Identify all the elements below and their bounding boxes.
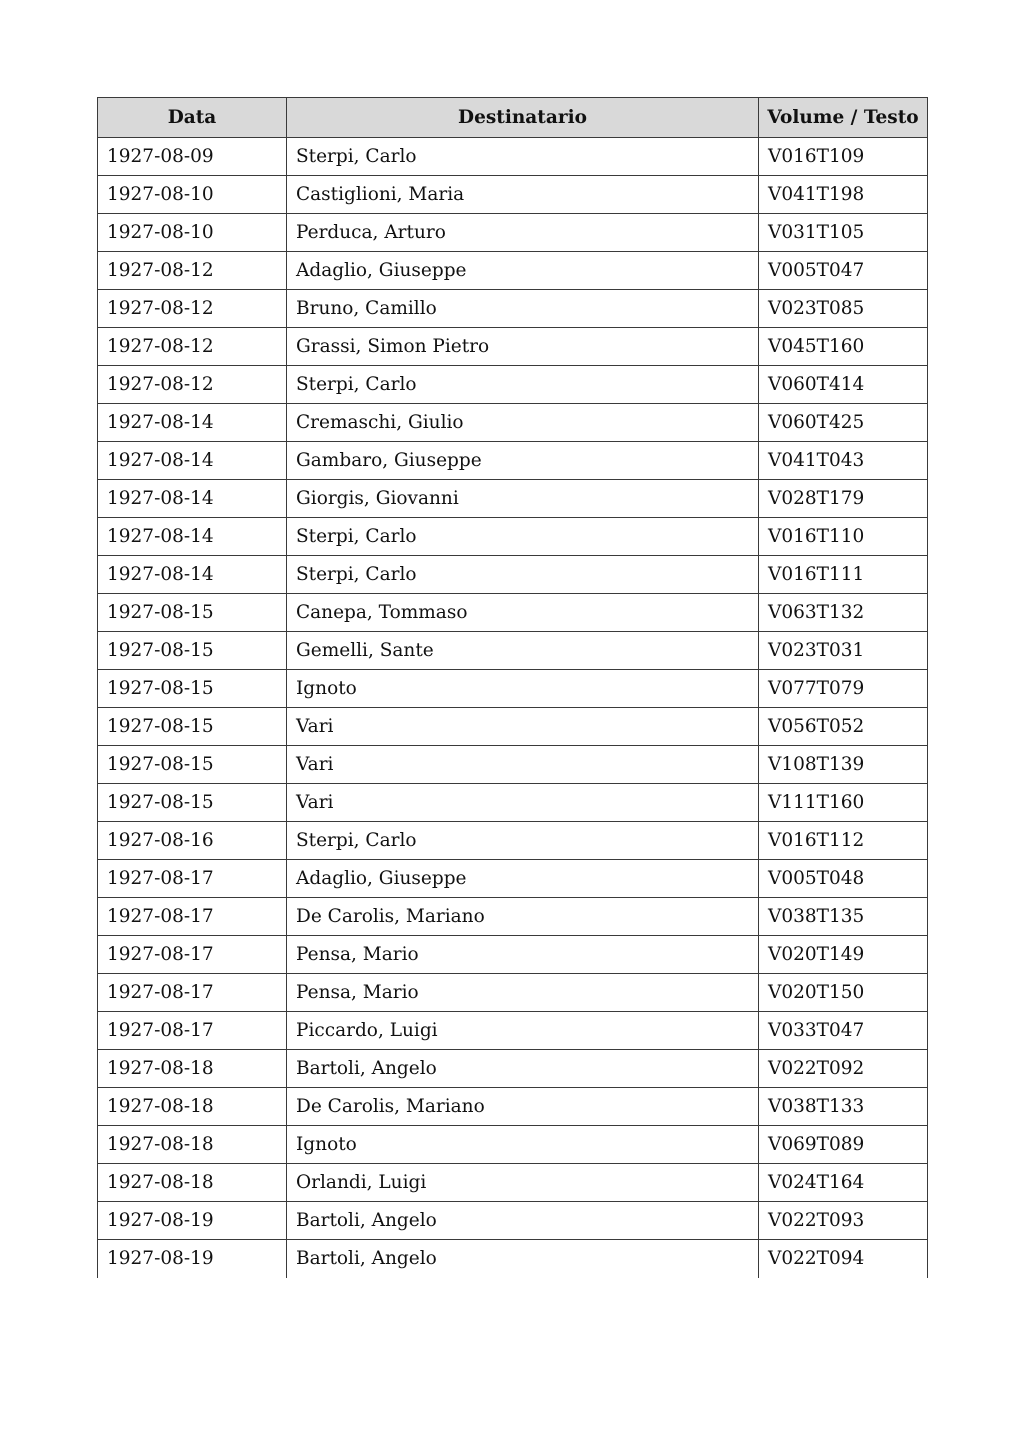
cell-recipient: Perduca, Arturo: [287, 214, 759, 252]
cell-volume: V060T425: [759, 404, 928, 442]
cell-date: 1927-08-09: [98, 138, 287, 176]
table-row: [98, 442, 928, 480]
cell-recipient: De Carolis, Mariano: [287, 1088, 759, 1126]
table-row: [98, 974, 928, 1012]
cell-date: 1927-08-12: [98, 252, 287, 290]
cell-date: 1927-08-12: [98, 366, 287, 404]
cell-date: 1927-08-14: [98, 480, 287, 518]
cell-date: 1927-08-19: [98, 1240, 287, 1278]
header-date: Data: [98, 98, 287, 138]
cell-volume: V077T079: [759, 670, 928, 708]
cell-volume: V028T179: [759, 480, 928, 518]
cell-recipient: Bartoli, Angelo: [287, 1240, 759, 1278]
table-row: [98, 784, 928, 822]
cell-volume: V038T135: [759, 898, 928, 936]
header-volume: Volume / Testo: [759, 98, 928, 138]
cell-recipient: Sterpi, Carlo: [287, 138, 759, 176]
cell-recipient: Grassi, Simon Pietro: [287, 328, 759, 366]
cell-date: 1927-08-15: [98, 746, 287, 784]
table-row: [98, 1164, 928, 1202]
cell-volume: V005T048: [759, 860, 928, 898]
table-row: [98, 404, 928, 442]
cell-date: 1927-08-14: [98, 404, 287, 442]
table-row: [98, 822, 928, 860]
cell-recipient: De Carolis, Mariano: [287, 898, 759, 936]
cell-recipient: Sterpi, Carlo: [287, 822, 759, 860]
table-row: [98, 518, 928, 556]
cell-date: 1927-08-10: [98, 214, 287, 252]
cell-recipient: Bruno, Camillo: [287, 290, 759, 328]
cell-volume: V005T047: [759, 252, 928, 290]
cell-date: 1927-08-15: [98, 784, 287, 822]
table-row: [98, 138, 928, 176]
cell-volume: V022T093: [759, 1202, 928, 1240]
cell-recipient: Gemelli, Sante: [287, 632, 759, 670]
cell-date: 1927-08-17: [98, 860, 287, 898]
cell-recipient: Vari: [287, 784, 759, 822]
table-row: [98, 328, 928, 366]
table-row: [98, 1202, 928, 1240]
cell-volume: V016T109: [759, 138, 928, 176]
table-row: [98, 708, 928, 746]
cell-date: 1927-08-10: [98, 176, 287, 214]
header-recipient: Destinatario: [287, 98, 759, 138]
cell-date: 1927-08-16: [98, 822, 287, 860]
cell-recipient: Vari: [287, 708, 759, 746]
table-row: [98, 252, 928, 290]
table-row: [98, 1088, 928, 1126]
table-row: [98, 480, 928, 518]
cell-recipient: Ignoto: [287, 1126, 759, 1164]
cell-volume: V016T110: [759, 518, 928, 556]
cell-volume: V041T198: [759, 176, 928, 214]
cell-recipient: Ignoto: [287, 670, 759, 708]
cell-volume: V041T043: [759, 442, 928, 480]
cell-date: 1927-08-14: [98, 442, 287, 480]
cell-volume: V022T092: [759, 1050, 928, 1088]
cell-recipient: Canepa, Tommaso: [287, 594, 759, 632]
table-row: [98, 936, 928, 974]
cell-recipient: Pensa, Mario: [287, 974, 759, 1012]
cell-date: 1927-08-17: [98, 974, 287, 1012]
cell-recipient: Vari: [287, 746, 759, 784]
cell-recipient: Pensa, Mario: [287, 936, 759, 974]
cell-volume: V069T089: [759, 1126, 928, 1164]
cell-volume: V108T139: [759, 746, 928, 784]
cell-volume: V060T414: [759, 366, 928, 404]
cell-recipient: Gambaro, Giuseppe: [287, 442, 759, 480]
cell-date: 1927-08-18: [98, 1088, 287, 1126]
cell-date: 1927-08-14: [98, 556, 287, 594]
cell-recipient: Bartoli, Angelo: [287, 1050, 759, 1088]
table-row: [98, 670, 928, 708]
cell-date: 1927-08-18: [98, 1164, 287, 1202]
table-row: [98, 746, 928, 784]
table-row: [98, 1012, 928, 1050]
table-row: [98, 860, 928, 898]
table-row: [98, 214, 928, 252]
cell-recipient: Bartoli, Angelo: [287, 1202, 759, 1240]
cell-date: 1927-08-17: [98, 898, 287, 936]
table-row: [98, 1126, 928, 1164]
cell-volume: V038T133: [759, 1088, 928, 1126]
cell-recipient: Castiglioni, Maria: [287, 176, 759, 214]
cell-date: 1927-08-15: [98, 632, 287, 670]
cell-recipient: Cremaschi, Giulio: [287, 404, 759, 442]
cell-volume: V111T160: [759, 784, 928, 822]
cell-volume: V016T112: [759, 822, 928, 860]
cell-date: 1927-08-14: [98, 518, 287, 556]
cell-recipient: Orlandi, Luigi: [287, 1164, 759, 1202]
cell-date: 1927-08-18: [98, 1126, 287, 1164]
cell-recipient: Piccardo, Luigi: [287, 1012, 759, 1050]
table-row: [98, 176, 928, 214]
table-row: [98, 556, 928, 594]
header-row: [98, 98, 928, 138]
cell-date: 1927-08-15: [98, 594, 287, 632]
cell-volume: V016T111: [759, 556, 928, 594]
cell-recipient: Sterpi, Carlo: [287, 556, 759, 594]
letters-table: [97, 97, 928, 1278]
cell-recipient: Adaglio, Giuseppe: [287, 860, 759, 898]
cell-date: 1927-08-12: [98, 328, 287, 366]
table-row: [98, 366, 928, 404]
table-row: [98, 290, 928, 328]
cell-recipient: Sterpi, Carlo: [287, 518, 759, 556]
cell-date: 1927-08-19: [98, 1202, 287, 1240]
cell-recipient: Giorgis, Giovanni: [287, 480, 759, 518]
table-header: [98, 98, 928, 138]
cell-volume: V023T085: [759, 290, 928, 328]
cell-volume: V022T094: [759, 1240, 928, 1278]
cell-date: 1927-08-15: [98, 708, 287, 746]
table-row: [98, 594, 928, 632]
cell-date: 1927-08-18: [98, 1050, 287, 1088]
cell-volume: V020T150: [759, 974, 928, 1012]
cell-date: 1927-08-17: [98, 1012, 287, 1050]
cell-volume: V063T132: [759, 594, 928, 632]
table-row: [98, 898, 928, 936]
cell-volume: V033T047: [759, 1012, 928, 1050]
cell-volume: V023T031: [759, 632, 928, 670]
cell-volume: V045T160: [759, 328, 928, 366]
table-row: [98, 632, 928, 670]
cell-recipient: Adaglio, Giuseppe: [287, 252, 759, 290]
cell-date: 1927-08-17: [98, 936, 287, 974]
cell-volume: V020T149: [759, 936, 928, 974]
table-body: [98, 138, 928, 1278]
table-row: [98, 1050, 928, 1088]
cell-recipient: Sterpi, Carlo: [287, 366, 759, 404]
cell-volume: V056T052: [759, 708, 928, 746]
table-row: [98, 1240, 928, 1278]
cell-volume: V031T105: [759, 214, 928, 252]
cell-date: 1927-08-12: [98, 290, 287, 328]
cell-date: 1927-08-15: [98, 670, 287, 708]
cell-volume: V024T164: [759, 1164, 928, 1202]
